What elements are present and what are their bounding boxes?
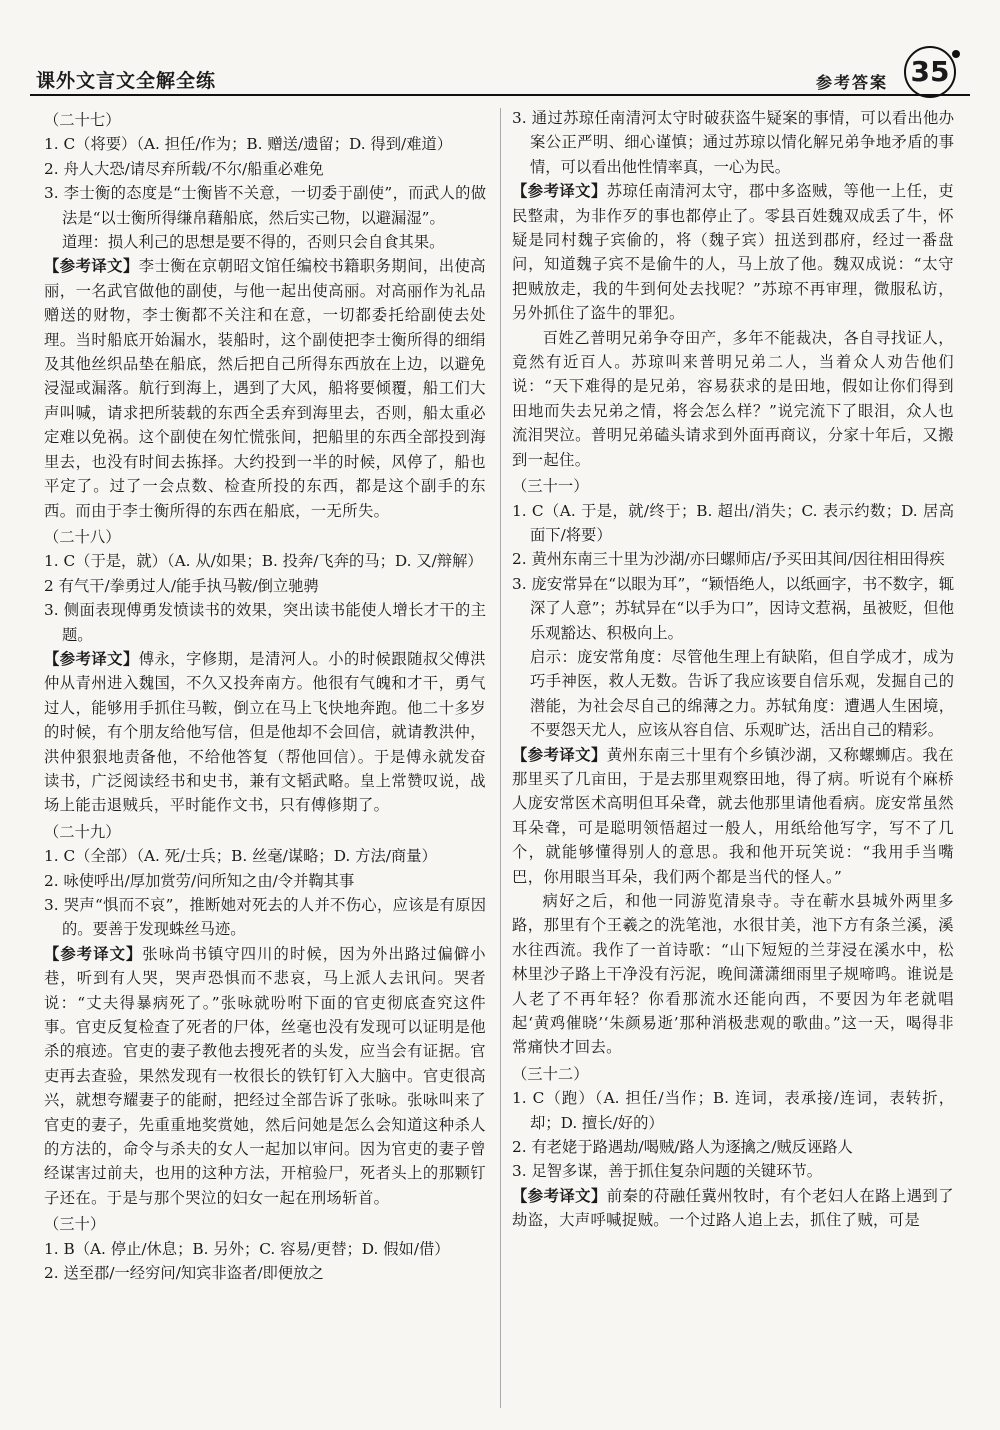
answer-item: 1. C（将要）（A. 担任/作为；B. 赠送/遗留；D. 得到/难道）	[44, 135, 453, 154]
translation-label: 【参考译文】	[44, 649, 139, 668]
answer-item: 1. C（全部）（A. 死/士兵；B. 丝毫/谋略；D. 方法/商量）	[44, 847, 437, 866]
answer-item: 2. 送至郡/一经穷问/知宾非盗者/即便放之	[44, 1264, 324, 1283]
answer-item: 2 有气干/拳勇过人/能手执马鞍/倒立驰骋	[44, 576, 319, 595]
answer-item: 2. 黄州东南三十里为沙湖/亦曰螺师店/予买田其间/因往相田得疾	[512, 550, 945, 569]
answer-item: 3. 足智多谋，善于抓住复杂问题的关键环节。	[512, 1162, 823, 1181]
section-heading: （二十九）	[44, 822, 121, 841]
answer-item: 3. 哭声“惧而不哀”，推断她对死去的人并不伤心，应该是有原因的。要善于发现蛛丝马迹。	[44, 896, 486, 939]
translation-label: 【参考译文】	[44, 257, 139, 276]
header-divider	[30, 94, 970, 96]
answer-item: 1. C（A. 于是，就/终于；B. 超出/消失；C. 表示约数；D. 居高面下/将要）	[512, 501, 954, 544]
book-title: 课外文言文全解全练	[36, 70, 217, 92]
left-column	[44, 106, 486, 1286]
answer-continuation: 启示：庞安常角度：尽管他生理上有缺陷，但自学成才，成为巧手神医，救人无数。告诉了我应该要自信乐观，发掘自己的潜能，为社会尽自己的绵薄之力。苏轼角度：遭遇人生困境，不要怨天尤人，应该从容自信、乐观旷达，活出自己的精彩。	[530, 647, 954, 740]
translation-label: 【参考译文】	[512, 1186, 607, 1205]
answer-item: 1. C（跑）（A. 担任/当作；B. 连词，表承接/连词，表转折，却；D. 擅长/好的）	[512, 1089, 954, 1132]
translation-label: 【参考译文】	[512, 182, 607, 201]
section-heading: （二十七）	[44, 111, 121, 129]
answer-item: 3. 侧面表现傅勇发愤读书的效果，突出读书能使人增长才干的主题。	[44, 601, 486, 644]
translation-paragraph	[44, 647, 486, 818]
translation-paragraph	[512, 743, 954, 889]
translation-text: 张咏尚书镇守四川的时候，因为外出路过偏僻小巷，听到有人哭，哭声恐惧而不悲哀，马上派人去讯问。哭者说：“丈夫得暴病死了。”张咏就吩咐下面的官吏彻底查究这件事。官吏反复检查了死者的尸体，丝毫也没有发现可以证明是他杀的痕迹。官吏的妻子教他去搜死者的头发，应当会有证据。官吏再去查验，果然发现有一枚很长的铁钉钉入大脑中。官吏很高兴，就想夸耀妻子的能耐，把经过全部告诉了张咏。张咏叫来了官吏的妻子，先重重地奖赏她，然后问她是怎么会知道这种杀人的方法的，命令与杀夫的女人一起加以审问。因为官吏的妻子曾经谋害过前夫，也用的这种方法，开棺验尸，死者头上的那颗钉子还在。于是与那个哭泣的妇女一起在刑场斩首。	[44, 944, 487, 1207]
column-divider	[500, 108, 501, 1408]
answer-continuation: 道理：损人利己的思想是要不得的，否则只会自食其果。	[62, 233, 445, 252]
translation-paragraph: 百姓乙普明兄弟争夺田产，多年不能裁决，各自寻找证人，竟然有近百人。苏琼叫来普明兄弟二人，当着众人劝告他们说：“天下难得的是兄弟，容易获求的是田地，假如让你们得到田地而失去兄弟之情，将会怎么样？”说完流下了眼泪，众人也流泪哭泣。普明兄弟磕头请求到外面再商议，分家十年后，又搬到一起住。	[512, 328, 954, 469]
right-column	[512, 106, 954, 1233]
translation-label: 【参考译文】	[44, 944, 143, 963]
section-heading: （三十一）	[512, 477, 589, 496]
translation-paragraph	[44, 254, 486, 522]
answer-item: 1. C（于是，就）（A. 从/如果；B. 投奔/飞奔的马；D. 又/辩解）	[44, 552, 483, 571]
page-number-badge	[904, 46, 956, 98]
answer-item: 3. 通过苏琼任南清河太守时破获盗牛疑案的事情，可以看出他办案公正严明、细心谨慎；通过苏琼以情化解兄弟争地矛盾的事情，可以看出他性情率真，一心为民。	[512, 109, 954, 176]
translation-text: 黄州东南三十里有个乡镇沙湖，又称螺蛳店。我在那里买了几亩田，于是去那里观察田地，得了病。听说有个麻桥人庞安常医术高明但耳朵聋，就去他那里请他看病。庞安常虽然耳朵聋，可是聪明领悟超过一般人，用纸给他写字，写不了几个，就能够懂得别人的意思。我和他开玩笑说：“我用手当嘴巴，你用眼当耳朵，我们两个都是当代的怪人。”	[512, 745, 954, 886]
section-heading: （二十八）	[44, 527, 121, 546]
dot-icon	[952, 50, 960, 58]
translation-label: 【参考译文】	[512, 745, 607, 764]
answer-item: 3. 庞安常异在“以眼为耳”，“颖悟绝人，以纸画字，书不数字，辄深了人意”；苏轼异在“以手为口”，因诗文惹祸，虽被贬，但他乐观豁达、积极向上。	[512, 574, 954, 642]
section-heading: （三十二）	[512, 1064, 589, 1083]
section-label: 参考答案	[815, 73, 888, 92]
translation-text: 苏琼任南清河太守，郡中多盗贼，等他一上任，吏民整肃，为非作歹的事也都停止了。零县百姓魏双成丢了牛，怀疑是同村魏子宾偷的，将（魏子宾）扭送到郡府，经过一番盘问，知道魏子宾不是偷牛的人，马上放了他。魏双成说：“太守把贼放走，我的牛到何处去找呢？”苏琼不再审理，微服私访，另外抓住了盗牛的罪犯。	[512, 182, 954, 323]
answer-item: 2. 咏使呼出/厚加赏劳/问所知之由/令并鞫其事	[44, 871, 355, 890]
translation-text: 傅永，字修期，是清河人。小的时候跟随叔父傅洪仲从青州进入魏国，不久又投奔南方。他很有气魄和才干，勇气过人，能够用手抓住马鞍，倒立在马上飞快地奔跑。他二十多岁的时候，有个朋友给他写信，但是他却不会回信，就请教洪仲，洪仲狠狠地责备他，不给他答复（帮他回信）。于是傅永就发奋读书，广泛阅读经书和史书，兼有文韬武略。皇上常赞叹说，战场上能击退贼兵，平时能作文书，只有傅修期了。	[44, 649, 486, 815]
page-number: 35	[910, 55, 950, 88]
translation-paragraph	[44, 942, 486, 1210]
translation-paragraph	[512, 179, 954, 325]
answer-item: 2. 有老姥于路遇劫/喝贼/路人为逐擒之/贼反诬路人	[512, 1138, 853, 1157]
translation-paragraph: 病好之后，和他一同游览清泉寺。寺在蕲水县城外两里多路，那里有个王羲之的洗笔池，水很甘美，池下方有条兰溪，溪水往西流。我作了一首诗歌：“山下短短的兰芽浸在溪水中，松林里沙子路上干净没有污泥，晚间潇潇细雨里子规啼鸣。谁说是人老了不再年轻？你看那流水还能向西，不要因为年老就唱起‘黄鸡催晓’‘朱颜易逝’那种消极悲观的歌曲。”这一天，喝得非常痛快才回去。	[512, 892, 954, 1057]
translation-text: 前秦的苻融任冀州牧时，有个老妇人在路上遇到了劫盗，大声呼喊捉贼。一个过路人追上去，抓住了贼，可是	[512, 1186, 954, 1230]
section-heading: （三十）	[44, 1215, 106, 1234]
answer-item: 3. 李士衡的态度是“士衡皆不关意，一切委于副使”，而武人的做法是“以士衡所得缣帛藉船底，然后实己物，以避漏湿”。	[44, 184, 486, 227]
answer-item: 1. B（A. 停止/休息；B. 另外；C. 容易/更替；D. 假如/借）	[44, 1239, 450, 1258]
translation-paragraph	[512, 1184, 954, 1233]
translation-text: 李士衡在京朝昭文馆任编校书籍职务期间，出使高丽，一名武官做他的副使，与他一起出使高丽。对高丽作为礼品赠送的财物，李士衡都不关注和在意，一切都委托给副使去处理。当时船底开始漏水，装船时，这个副使把李士衡所得的细绢及其他丝织品垫在船底，然后把自己所得东西放在上边，以避免浸湿或漏落。航行到海上，遇到了大风，船将要倾覆，船工们大声叫喊，请求把所装载的东西全丢弃到海里去，否则，船太重必定难以免祸。这个副使在匆忙慌张间，把船里的东西全部投到海里去，也没有时间去拣择。大约投到一半的时候，风停了，船也平定了。过了一会点数、检查所投的东西，都是这个副手的东西。而由于李士衡所得的东西在船底，一无所失。	[44, 257, 486, 520]
page-header	[30, 0, 970, 95]
answer-item: 2. 舟人大恐/请尽弃所载/不尔/船重必难免	[44, 159, 324, 178]
